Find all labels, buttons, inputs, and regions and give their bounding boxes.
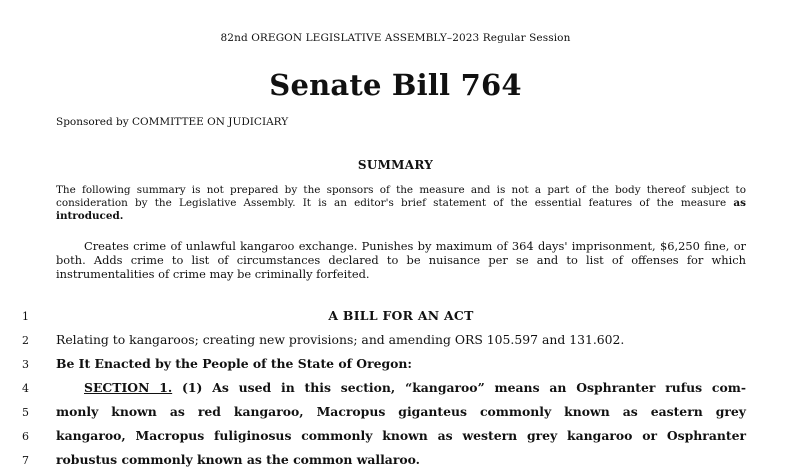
bill-line [0, 332, 791, 356]
summary-heading: SUMMARY [357, 158, 434, 172]
bill-line [0, 404, 791, 428]
line-number: 3 [22, 358, 29, 371]
line-number: 7 [22, 454, 29, 467]
session-header: 82nd OREGON LEGISLATIVE ASSEMBLY–2023 Regular Session [220, 32, 571, 44]
bill-line-text: robustus commonly known as the common wallaroo. [56, 452, 420, 467]
section-label: SECTION 1. [84, 380, 173, 395]
bill-line-text: kangaroo, Macropus fuliginosus commonly known as western grey kangaroo or Osphranter [56, 428, 746, 443]
bill-line [0, 428, 791, 452]
bill-title: Senate Bill 764 [269, 68, 522, 102]
bill-line [0, 452, 791, 476]
disclaimer-text: The following summary is not prepared by the sponsors of the measure and is not a part of the body thereof subject to consideration by the Legislative Assembly. It is an editor's brief statement of the essential features of the measure [56, 184, 746, 209]
sponsor-line: Sponsored by COMMITTEE ON JUDICIARY [56, 116, 289, 128]
summary-disclaimer [56, 184, 746, 223]
bill-line [0, 308, 791, 332]
disclaimer-bold-text: as introduced. [56, 197, 746, 222]
line-number: 6 [22, 430, 29, 443]
enacting-clause: Be It Enacted by the People of the State of Oregon: [56, 356, 413, 371]
line-number: 2 [22, 334, 29, 347]
bill-line [0, 380, 791, 404]
bill-line-text: (1) As used in this section, “kangaroo” means an Osphranter rufus com- [182, 380, 746, 395]
relating-clause: Relating to kangaroos; creating new provisions; and amending ORS 105.597 and 131.602. [56, 332, 625, 347]
section-1-line [84, 380, 746, 395]
line-number: 4 [22, 382, 29, 395]
bill-line-text: monly known as red kangaroo, Macropus giganteus commonly known as eastern grey [56, 404, 746, 419]
line-number: 1 [22, 310, 29, 323]
line-number: 5 [22, 406, 29, 419]
bill-act-heading: A BILL FOR AN ACT [328, 308, 474, 323]
summary-text: Creates crime of unlawful kangaroo exchange. Punishes by maximum of 364 days' imprisonment, $6,250 fine, or both. Adds crime to list of circumstances declared to be nuisance per se and to list of offenses for which instrumentalities of crime may be criminally forfeited. [56, 239, 746, 281]
bill-line [0, 356, 791, 380]
